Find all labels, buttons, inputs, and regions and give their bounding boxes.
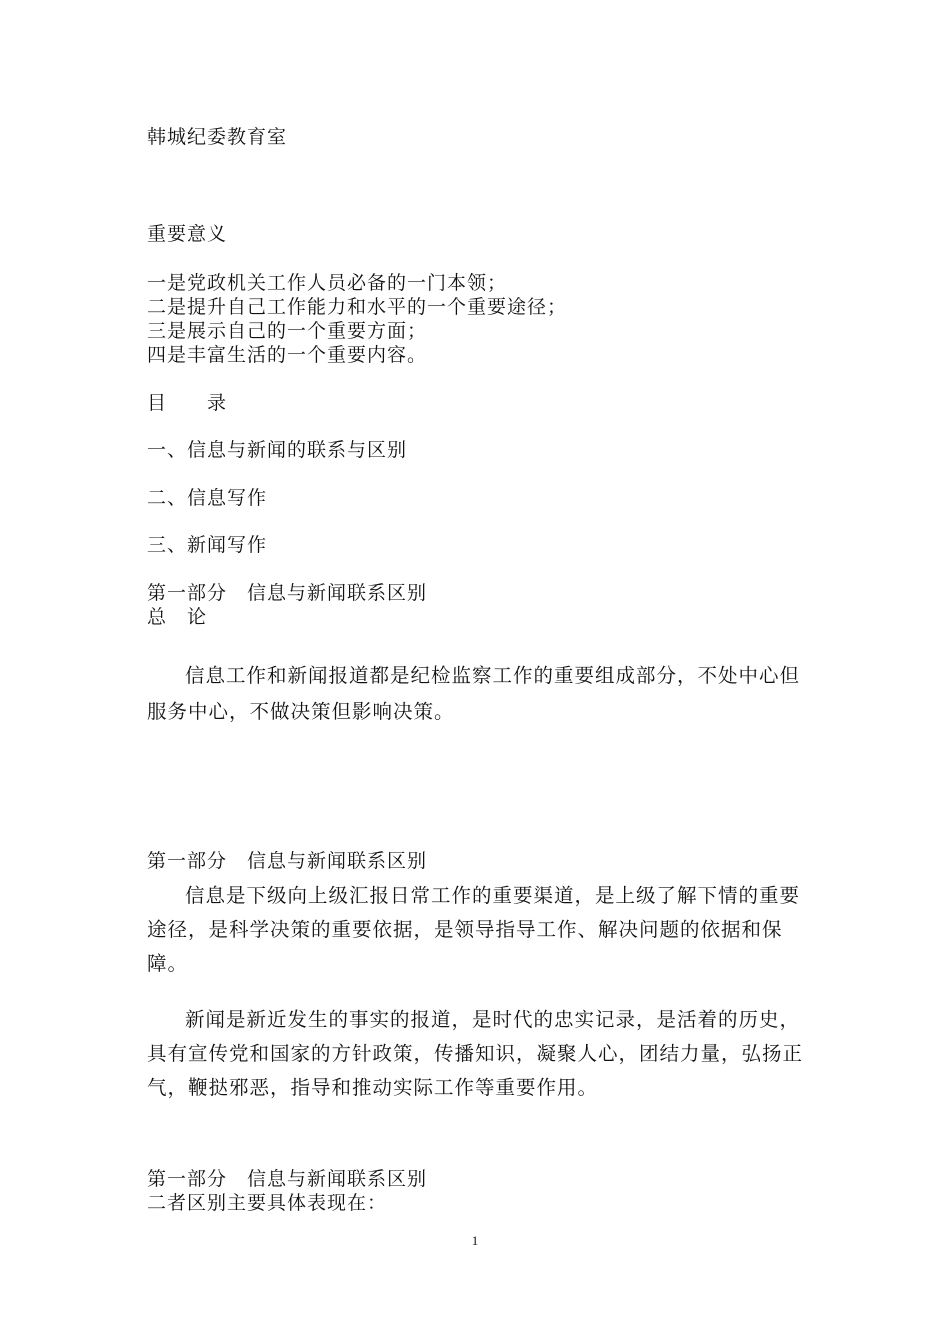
news-paragraph: 新闻是新近发生的事实的报道，是时代的忠实记录，是活着的历史，具有宣传党和国家的方针政策，传播知识，凝聚人心，团结力量，弘扬正气，鞭挞邪恶，指导和推动实际工作等重要作用。 <box>147 1008 804 1099</box>
importance-item: 二是提升自己工作能力和水平的一个重要途径； <box>147 296 568 318</box>
toc-item: 一、信息与新闻的联系与区别 <box>147 439 408 461</box>
importance-heading: 重要意义 <box>147 223 228 245</box>
toc-item: 二、信息写作 <box>147 487 268 509</box>
page-number: 1 <box>471 1233 479 1248</box>
info-paragraph: 信息是下级向上级汇报日常工作的重要渠道，是上级了解下情的重要途径，是科学决策的重要依据，是领导指导工作、解决问题的依据和保障。 <box>147 884 801 975</box>
toc-item: 三、新闻写作 <box>147 534 268 556</box>
section-subheading: 二者区别主要具体表现在： <box>147 1192 388 1214</box>
org-title: 韩城纪委教育室 <box>147 126 288 148</box>
importance-item: 一是党政机关工作人员必备的一门本领； <box>147 272 508 294</box>
toc-heading: 目 录 <box>147 392 228 414</box>
intro-paragraph: 信息工作和新闻报道都是纪检监察工作的重要组成部分，不处中心但服务中心，不做决策但影响决策。 <box>147 664 801 723</box>
importance-item: 四是丰富生活的一个重要内容。 <box>147 344 428 366</box>
importance-item: 三是展示自己的一个重要方面； <box>147 320 428 342</box>
section-heading: 第一部分 信息与新闻联系区别 <box>147 850 428 872</box>
section-heading: 第一部分 信息与新闻联系区别 <box>147 1168 428 1190</box>
section-subheading: 总 论 <box>147 606 208 628</box>
section-heading: 第一部分 信息与新闻联系区别 <box>147 582 428 604</box>
